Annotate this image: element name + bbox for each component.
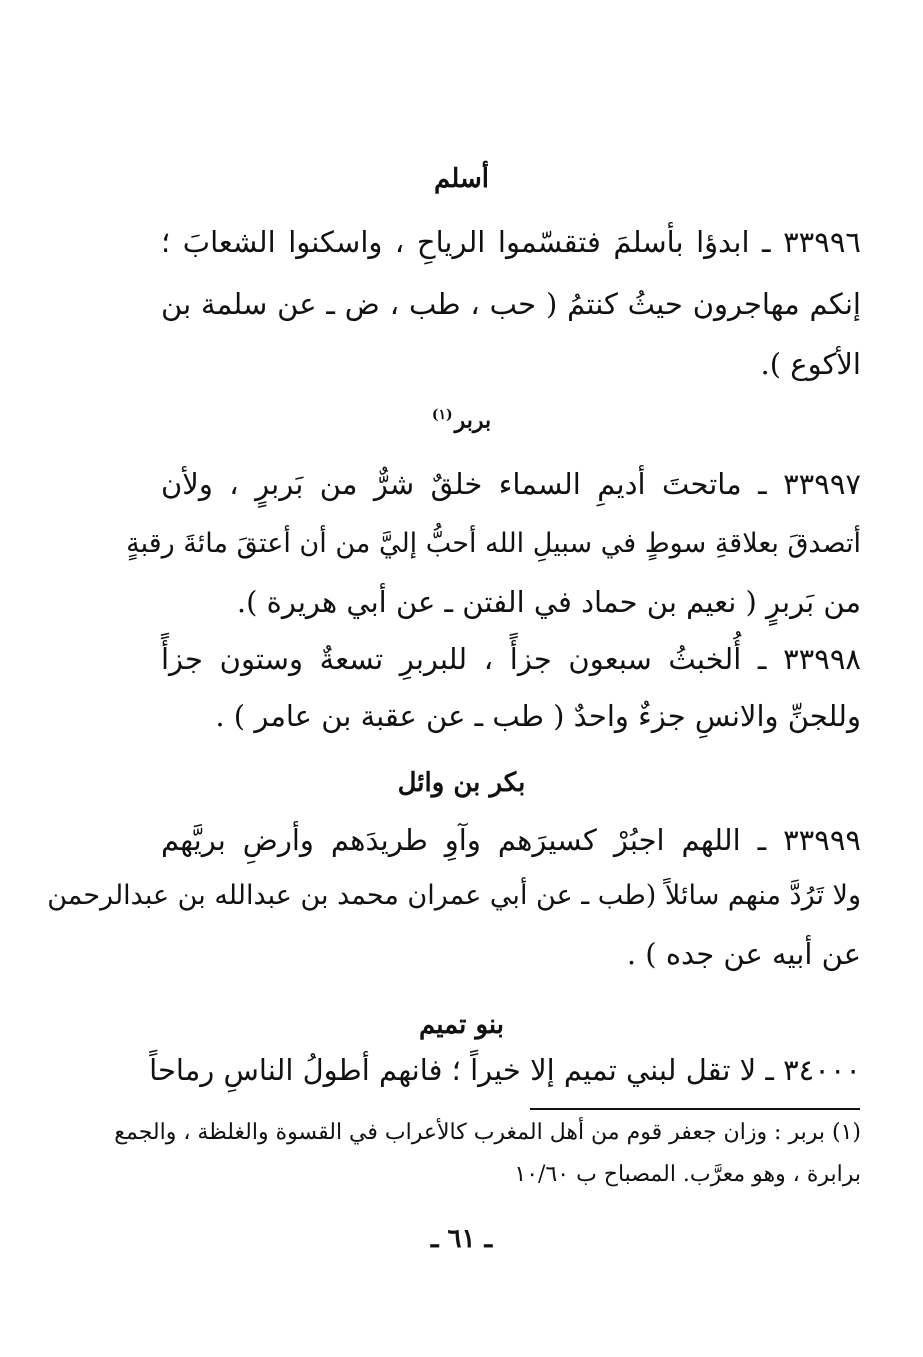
footnote-line-1: (١) بربر : وزان جعفر قوم من أهل المغرب كالأعراب في القسوة والغلظة ، والجمع [114, 1120, 861, 1145]
section-heading-bakr-bin-wail: بكر بن وائل [397, 768, 526, 798]
hadith-33999-line-1: ٣٣٩٩٩ ـ اللهم اجبُرْ كسيرَهم وآوِ طريدَهم وأرضِ بريَّهم [161, 823, 861, 857]
section-heading-aslam: أسلم [434, 164, 489, 194]
footnote-line-2: برابرة ، وهو معرَّب. المصباح ب ١٠/٦٠ [514, 1162, 861, 1187]
hadith-33996-line-2: إنكم مهاجرون حيثُ كنتمُ ( حب ، طب ، ض ـ عن سلمة بن [161, 287, 861, 321]
section-heading-barbar-text: بربر [454, 407, 492, 434]
hadith-33997-line-2: أتصدقَ بعلاقةِ سوطٍ في سبيلِ الله أحبُّ إليَّ من أن أعتقَ مائةَ رقبةٍ [126, 528, 861, 559]
hadith-33997-line-3: من بَربرٍ ( نعيم بن حماد في الفتن ـ عن أبي هريرة ). [236, 585, 861, 619]
hadith-33998-line-1: ٣٣٩٩٨ ـ أُلخبثُ سبعون جزأً ، للبربرِ تسعةٌ وستون جزأً [161, 642, 861, 676]
hadith-33998-line-2: وللجنِّ والانسِ جزءٌ واحدٌ ( طب ـ عن عقبة بن عامر ) . [215, 699, 861, 733]
hadith-33999-line-3: عن أبيه عن جده ) . [626, 937, 861, 971]
hadith-34000-line-1: ٣٤٠٠٠ ـ لا تقل لبني تميم إلا خيراً ؛ فانهم أطولُ الناسِ رماحاً [149, 1053, 861, 1087]
hadith-33999-line-2: ولا تَرُدَّ منهم سائلاً (طب ـ عن أبي عمران محمد بن عبدالله بن عبدالرحمن [47, 880, 861, 911]
footnote-reference: (١) [431, 407, 453, 423]
hadith-33997-line-1: ٣٣٩٩٧ ـ ماتحتَ أديمِ السماء خلقٌ شرٌّ من بَربرٍ ، ولأن [161, 467, 861, 501]
hadith-33996-line-3: الأكوع ). [760, 347, 861, 381]
section-heading-banu-tamim: بنو تميم [419, 1010, 504, 1040]
page-number: ـ ٦١ ـ [430, 1224, 493, 1254]
hadith-33996-line-1: ٣٣٩٩٦ ـ ابدؤا بأسلمَ فتقسّموا الرياحِ ، واسكنوا الشعابَ ؛ [161, 225, 861, 259]
footnote-divider [530, 1108, 860, 1110]
section-heading-barbar [0, 407, 923, 434]
